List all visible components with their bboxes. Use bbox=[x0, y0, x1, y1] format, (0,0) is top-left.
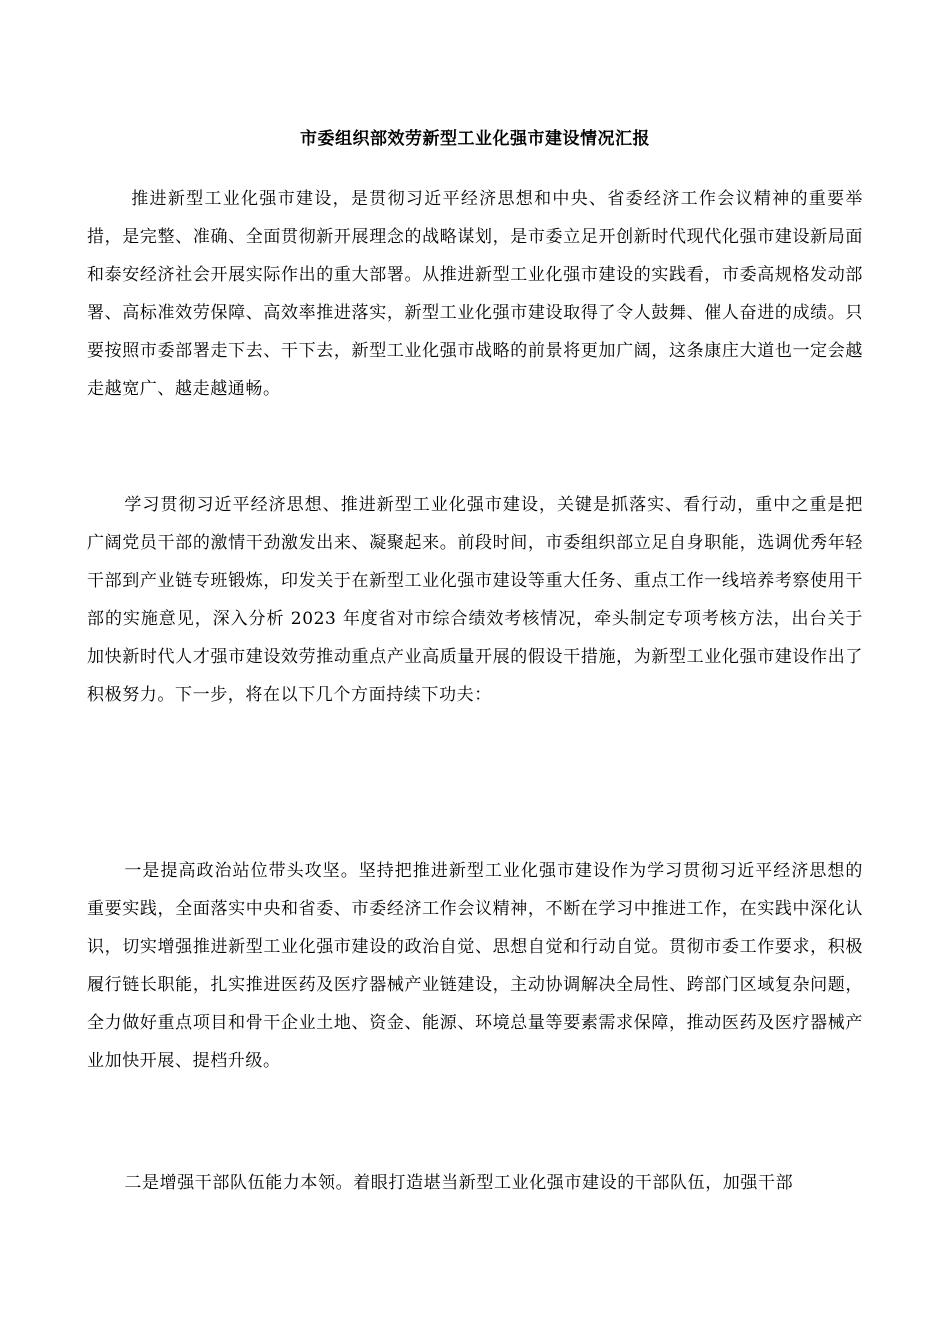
paragraph-intro: 推进新型工业化强市建设，是贯彻习近平经济思想和中央、省委经济工作会议精神的重要举措，是完整、准确、全面贯彻新开展理念的战略谋划，是市委立足开创新时代现代化强市建设新局面和泰安经济社会开展实际作出的重大部署。从推进新型工业化强市建设的实践看，市委高规格发动部署、高标准效劳保障、高效率推进落实，新型工业化强市建设取得了令人鼓舞、催人奋进的成绩。只要按照市委部署走下去、干下去，新型工业化强市战略的前景将更加广阔，这条康庄大道也一定会越走越宽广、越走越通畅。 bbox=[87, 189, 863, 399]
paragraph-point-two: 二是增强干部队伍能力本领。着眼打造堪当新型工业化强市建设的干部队伍，加强干部 bbox=[124, 1173, 794, 1193]
paragraph-point-one: 一是提高政治站位带头攻坚。坚持把推进新型工业化强市建设作为学习贯彻习近平经济思想的重要实践，全面落实中央和省委、市委经济工作会议精神，不断在学习中推进工作，在实践中深化认识，切实增强推进新型工业化强市建设的政治自觉、思想自觉和行动自觉。贯彻市委工作要求，积极履行链长职能，扎实推进医药及医疗器械产业链建设，主动协调解决全局性、跨部门区域复杂问题，全力做好重点项目和骨干企业土地、资金、能源、环境总量等要素需求保障，推动医药及医疗器械产业加快开展、提档升级。 bbox=[87, 861, 863, 1071]
document-title: 市委组织部效劳新型工业化强市建设情况汇报 bbox=[300, 129, 650, 149]
paragraph-action: 学习贯彻习近平经济思想、推进新型工业化强市建设，关键是抓落实、看行动，重中之重是把广阔党员干部的激情干劲激发出来、凝聚起来。前段时间，市委组织部立足自身职能，选调优秀年轻干部到产业链专班锻炼，印发关于在新型工业化强市建设等重大任务、重点工作一线培养考察使用干部的实施意见，深入分析 2023 年度省对市综合绩效考核情况，牵头制定专项考核方法，出台关于加快新时代人才强市建设效劳推动重点产业高质量开展的假设干措施，为新型工业化强市建设作出了积极努力。下一步，将在以下几个方面持续下功夫： bbox=[87, 495, 863, 705]
